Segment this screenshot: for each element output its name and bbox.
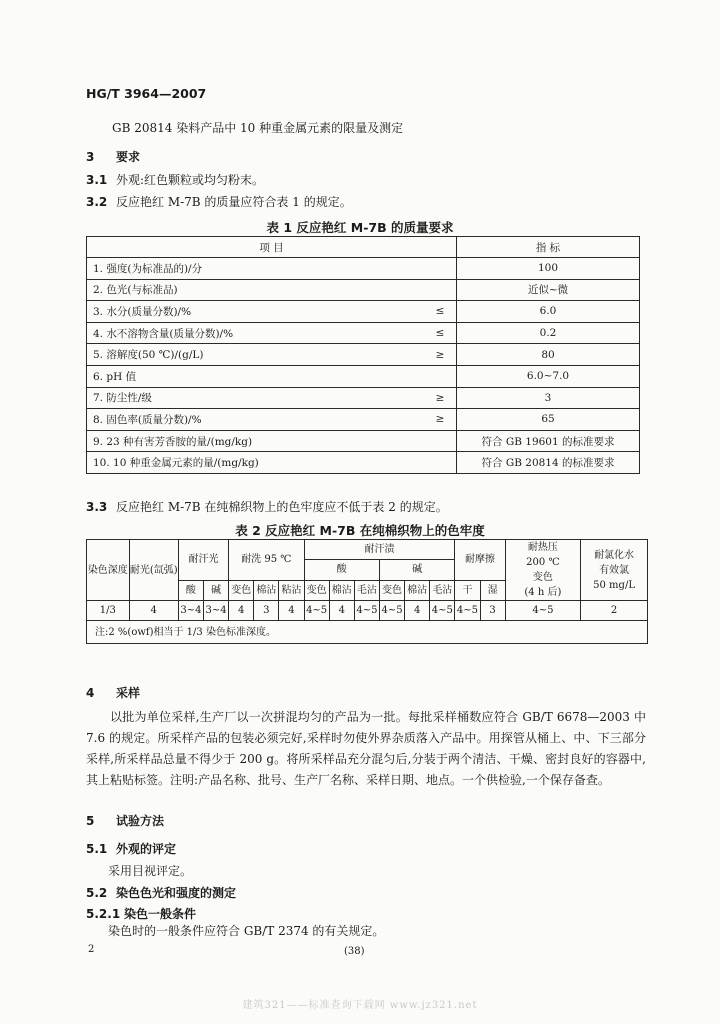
row-spec: 3 — [457, 387, 640, 409]
cell: 1/3 — [87, 601, 130, 621]
cell: 4~5 — [505, 601, 580, 621]
header-washing: 耐洗 95 ℃ — [229, 540, 304, 581]
section-number: 4 — [86, 686, 95, 700]
cell: 4 — [229, 601, 254, 621]
row-item: 5. 溶解度(50 ℃)/(g/L) — [87, 344, 425, 366]
row-item: 1. 强度(为标准品的)/分 — [87, 258, 425, 280]
row-item: 6. pH 值 — [87, 365, 425, 387]
table-row — [87, 301, 640, 323]
row-symbol — [424, 279, 457, 301]
row-item: 2. 色光(与标准品) — [87, 279, 425, 301]
header-alkali-change: 变色 — [379, 580, 404, 600]
cell: 4~5 — [304, 601, 329, 621]
section-4-heading — [86, 684, 140, 701]
table-row — [87, 279, 640, 301]
row-spec: 100 — [457, 258, 640, 280]
table-row — [87, 344, 640, 366]
watermark: 建筑321——标准查询下载网 www.jz321.net — [242, 1000, 478, 1011]
table-1-quality-requirements — [86, 236, 640, 474]
cell: 3 — [254, 601, 279, 621]
clause-text: 反应艳红 M-7B 的质量应符合表 1 的规定。 — [116, 195, 352, 209]
header-acid-change: 变色 — [304, 580, 329, 600]
table-1-caption: 表 1 反应艳红 M-7B 的质量要求 — [266, 220, 454, 235]
table-header-row — [87, 237, 640, 258]
header-alkali-cotton: 棉沾 — [405, 580, 430, 600]
header-sweat-acid: 酸 — [178, 580, 203, 600]
table-row — [87, 601, 648, 621]
header-perspiration: 耐汗渍 — [304, 540, 455, 560]
row-symbol — [424, 258, 457, 280]
header-alkali-wool: 毛沾 — [430, 580, 455, 600]
section-title: 试验方法 — [116, 814, 165, 828]
clause-number: 3.1 — [86, 173, 108, 187]
cell: 4 — [405, 601, 430, 621]
table-row — [87, 322, 640, 344]
printed-page-marker: (38) — [344, 946, 365, 957]
clause-text: 外观:红色颗粒或均匀粉末。 — [116, 173, 265, 187]
header-hot-pressing: 耐热压 200 ℃ 变色 (4 h 后) — [505, 540, 580, 601]
cell: 4~5 — [430, 601, 455, 621]
table-row — [87, 430, 640, 452]
cell: 4 — [329, 601, 354, 621]
clause-5-2 — [86, 884, 236, 901]
cell: 2 — [581, 601, 648, 621]
table-note: 注:2 %(owf)相当于 1/3 染色标准深度。 — [87, 621, 648, 644]
reference-line: GB 20814 染料产品中 10 种重金属元素的限量及测定 — [112, 121, 404, 135]
table-note-row — [87, 621, 648, 644]
row-item: 9. 23 种有害芳香胺的量/(mg/kg) — [87, 430, 425, 452]
row-item: 8. 固色率(质量分数)/% — [87, 409, 425, 431]
row-spec: 近似~微 — [457, 279, 640, 301]
header-perspiration-acid: 酸 — [304, 560, 379, 580]
table-row — [87, 365, 640, 387]
row-spec: 符合 GB 19601 的标准要求 — [457, 430, 640, 452]
table-row — [87, 258, 640, 280]
row-spec: 80 — [457, 344, 640, 366]
table-row — [87, 409, 640, 431]
header-sweat-light: 耐汗光 — [178, 540, 228, 581]
cell: 4 — [279, 601, 304, 621]
sampling-paragraph: 以批为单位采样,生产厂以一次拼混均匀的产品为一批。每批采样桶数应符合 GB/T 6678—2003 中 7.6 的规定。所采样产品的包装必须完好,采样时勿使外界杂质落入产品中。用探管从桶上、中、下三部分采样,所采样品总量不得少于 200 g。将所采样品充分混匀后,分装于两个清洁、干燥、密封良好的容器中,其上粘贴标签。注明:产品名称、批号、生产厂名称、采样日期、地点。一个供检验,一个保存备查。 — [86, 710, 646, 787]
row-symbol — [424, 452, 457, 474]
clause-title: 染色一般条件 — [124, 907, 197, 921]
header-rubbing: 耐摩擦 — [455, 540, 505, 581]
standard-number-header: HG/T 3964—2007 — [86, 86, 207, 101]
header-acid-wool: 毛沾 — [354, 580, 379, 600]
table-row — [87, 452, 640, 474]
cell: 3 — [480, 601, 505, 621]
header-chlorinated-water: 耐氯化水 有效氯 50 mg/L — [581, 540, 648, 601]
cell: 4~5 — [455, 601, 480, 621]
row-spec: 6.0 — [457, 301, 640, 323]
section-title: 要求 — [116, 150, 141, 164]
clause-5-1 — [86, 840, 176, 857]
clause-number: 5.1 — [86, 842, 108, 856]
clause-number: 5.2 — [86, 886, 108, 900]
clause-3-1 — [86, 171, 264, 188]
table-2-caption: 表 2 反应艳红 M-7B 在纯棉织物上的色牢度 — [235, 523, 485, 538]
header-perspiration-alkali: 碱 — [379, 560, 454, 580]
page-number: 2 — [88, 944, 95, 955]
section-3-heading — [86, 148, 140, 165]
cell: 3~4 — [203, 601, 228, 621]
clause-number: 5.2.1 — [86, 907, 121, 921]
row-symbol: ≤ — [424, 322, 457, 344]
row-item: 3. 水分(质量分数)/% — [87, 301, 425, 323]
row-item: 4. 水不溶物含量(质量分数)/% — [87, 322, 425, 344]
section-number: 3 — [86, 150, 95, 164]
section-title: 采样 — [116, 686, 141, 700]
cell: 4 — [129, 601, 178, 621]
row-spec: 6.0~7.0 — [457, 365, 640, 387]
row-symbol: ≤ — [424, 301, 457, 323]
clause-title: 外观的评定 — [116, 842, 177, 856]
cell: 4~5 — [379, 601, 404, 621]
clause-number: 3.2 — [86, 195, 108, 209]
row-symbol: ≥ — [424, 387, 457, 409]
header-spec: 指 标 — [457, 237, 640, 258]
clause-3-2 — [86, 193, 352, 210]
row-symbol: ≥ — [424, 344, 457, 366]
clause-number: 3.3 — [86, 500, 108, 514]
row-spec: 0.2 — [457, 322, 640, 344]
header-wash-change: 变色 — [229, 580, 254, 600]
clause-5-2-1-text: 染色时的一般条件应符合 GB/T 2374 的有关规定。 — [108, 924, 385, 938]
row-item: 10. 10 种重金属元素的量/(mg/kg) — [87, 452, 425, 474]
clause-text: 反应艳红 M-7B 在纯棉织物上的色牢度应不低于表 2 的规定。 — [116, 500, 448, 514]
clause-title: 染色色光和强度的测定 — [116, 886, 237, 900]
section-5-heading — [86, 812, 164, 829]
row-spec: 符合 GB 20814 的标准要求 — [457, 452, 640, 474]
cell: 3~4 — [178, 601, 203, 621]
table-header-row — [87, 540, 648, 560]
header-item: 项 目 — [87, 237, 457, 258]
row-spec: 65 — [457, 409, 640, 431]
header-light-fastness: 耐光(氙弧) — [129, 540, 178, 601]
header-dyeing-depth: 染色深度 — [87, 540, 130, 601]
header-rub-dry: 干 — [455, 580, 480, 600]
row-symbol — [424, 430, 457, 452]
table-2-color-fastness — [86, 539, 648, 644]
cell: 4~5 — [354, 601, 379, 621]
table-row — [87, 387, 640, 409]
header-wash-cotton: 棉沾 — [254, 580, 279, 600]
header-rub-wet: 湿 — [480, 580, 505, 600]
row-symbol — [424, 365, 457, 387]
row-symbol: ≥ — [424, 409, 457, 431]
section-number: 5 — [86, 814, 95, 828]
clause-3-3 — [86, 498, 448, 515]
clause-5-2-1 — [86, 905, 196, 922]
row-item: 7. 防尘性/级 — [87, 387, 425, 409]
header-sweat-alkali: 碱 — [203, 580, 228, 600]
header-wash-viscose: 粘沾 — [279, 580, 304, 600]
clause-5-1-text: 采用目视评定。 — [108, 864, 193, 878]
header-acid-cotton: 棉沾 — [329, 580, 354, 600]
